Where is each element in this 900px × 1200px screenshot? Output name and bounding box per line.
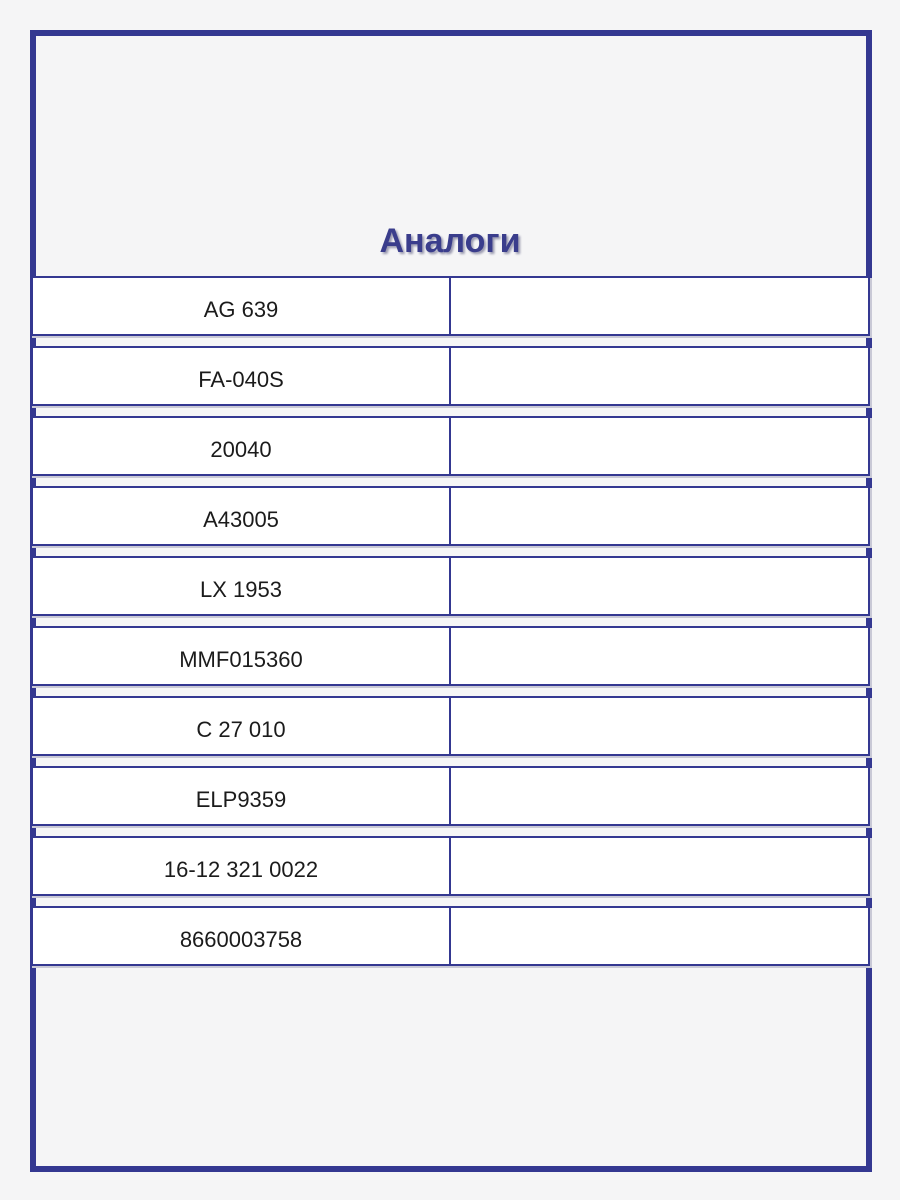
table-row xyxy=(30,346,870,406)
page-title: Аналоги xyxy=(379,222,521,260)
analog-code: FA-040S xyxy=(33,348,451,404)
table-row xyxy=(30,416,870,476)
analog-code: LX 1953 xyxy=(33,558,451,614)
analog-value xyxy=(451,558,868,614)
table-row xyxy=(30,626,870,686)
analog-code: 20040 xyxy=(33,418,451,474)
analog-value xyxy=(451,418,868,474)
table-row xyxy=(30,486,870,546)
table-row xyxy=(30,906,870,966)
analog-value xyxy=(451,838,868,894)
analog-code: A43005 xyxy=(33,488,451,544)
analog-code: AG 639 xyxy=(33,278,451,334)
table-row xyxy=(30,556,870,616)
analog-code: 8660003758 xyxy=(33,908,451,964)
table-row xyxy=(30,276,870,336)
analog-value xyxy=(451,768,868,824)
analog-code: 16-12 321 0022 xyxy=(33,838,451,894)
analog-value xyxy=(451,698,868,754)
table-row xyxy=(30,836,870,896)
table-row xyxy=(30,696,870,756)
analog-value xyxy=(451,278,868,334)
analog-code: MMF015360 xyxy=(33,628,451,684)
analog-code: C 27 010 xyxy=(33,698,451,754)
table-row xyxy=(30,766,870,826)
analog-table xyxy=(30,276,870,976)
analog-value xyxy=(451,488,868,544)
analog-value xyxy=(451,348,868,404)
analog-value xyxy=(451,908,868,964)
analog-value xyxy=(451,628,868,684)
analog-code: ELP9359 xyxy=(33,768,451,824)
